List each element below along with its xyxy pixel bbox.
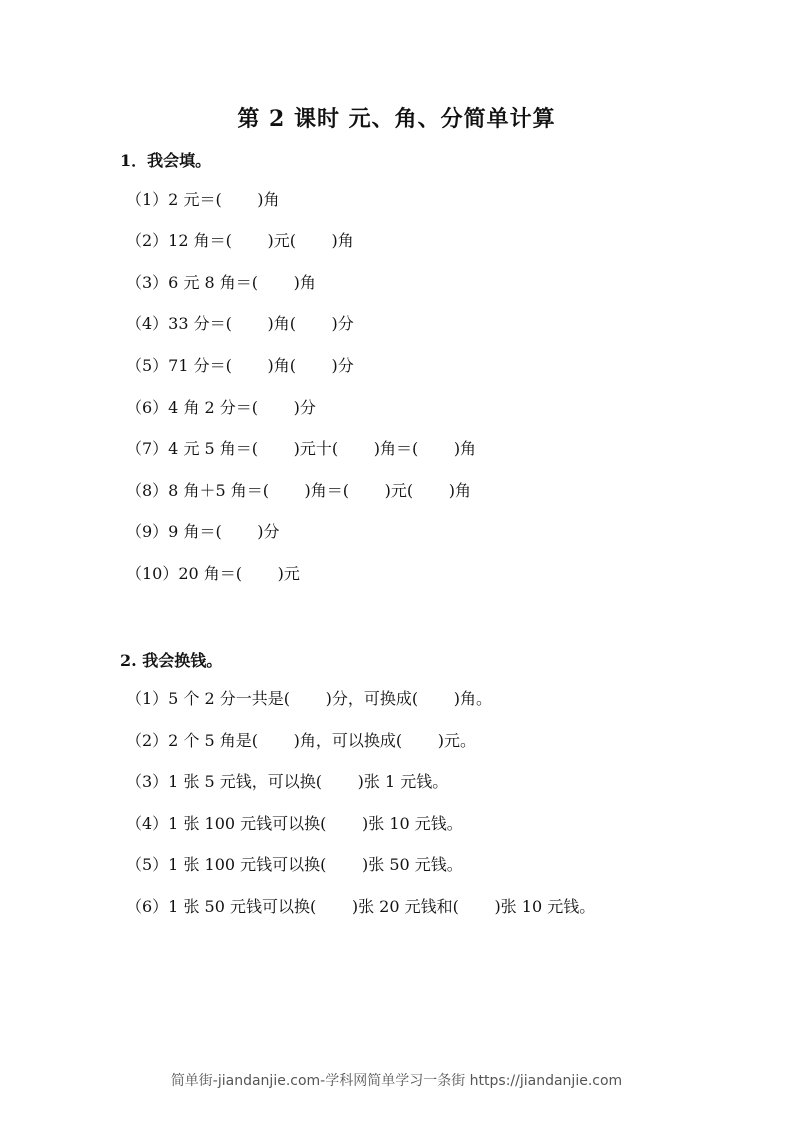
question-item: （5）1 张 100 元钱可以换( )张 50 元钱。	[126, 855, 463, 874]
section-1-heading: 1．我会填。	[120, 151, 212, 170]
question-item: （5）71 分＝( )角( )分	[126, 356, 354, 375]
page-title: 第 2 课时 元、角、分简单计算	[237, 106, 556, 132]
question-item: （8）8 角＋5 角＝( )角＝( )元( )角	[126, 481, 471, 500]
question-item: （3）6 元 8 角＝( )角	[126, 273, 316, 292]
question-item: （7）4 元 5 角＝( )元十( )角＝( )角	[126, 439, 477, 458]
question-item: （10）20 角＝( )元	[126, 564, 300, 583]
question-item: （4）33 分＝( )角( )分	[126, 314, 354, 333]
footer-watermark: 简单街-jiandanjie.com-学科网简单学习一条街 https://jiandanjie.com	[170, 1073, 623, 1089]
question-item: （1）5 个 2 分一共是( )分，可换成( )角。	[126, 689, 492, 708]
section-2-heading: 2. 我会换钱。	[120, 651, 223, 670]
question-item: （6）1 张 50 元钱可以换( )张 20 元钱和( )张 10 元钱。	[126, 897, 596, 916]
question-item: （6）4 角 2 分＝( )分	[126, 398, 316, 417]
question-item: （9）9 角＝( )分	[126, 522, 280, 541]
question-item: （2）12 角＝( )元( )角	[126, 231, 354, 250]
question-item: （2）2 个 5 角是( )角，可以换成( )元。	[126, 731, 476, 750]
question-item: （3）1 张 5 元钱，可以换( )张 1 元钱。	[126, 772, 449, 791]
question-item: （1）2 元＝( )角	[126, 190, 280, 209]
question-item: （4）1 张 100 元钱可以换( )张 10 元钱。	[126, 814, 463, 833]
